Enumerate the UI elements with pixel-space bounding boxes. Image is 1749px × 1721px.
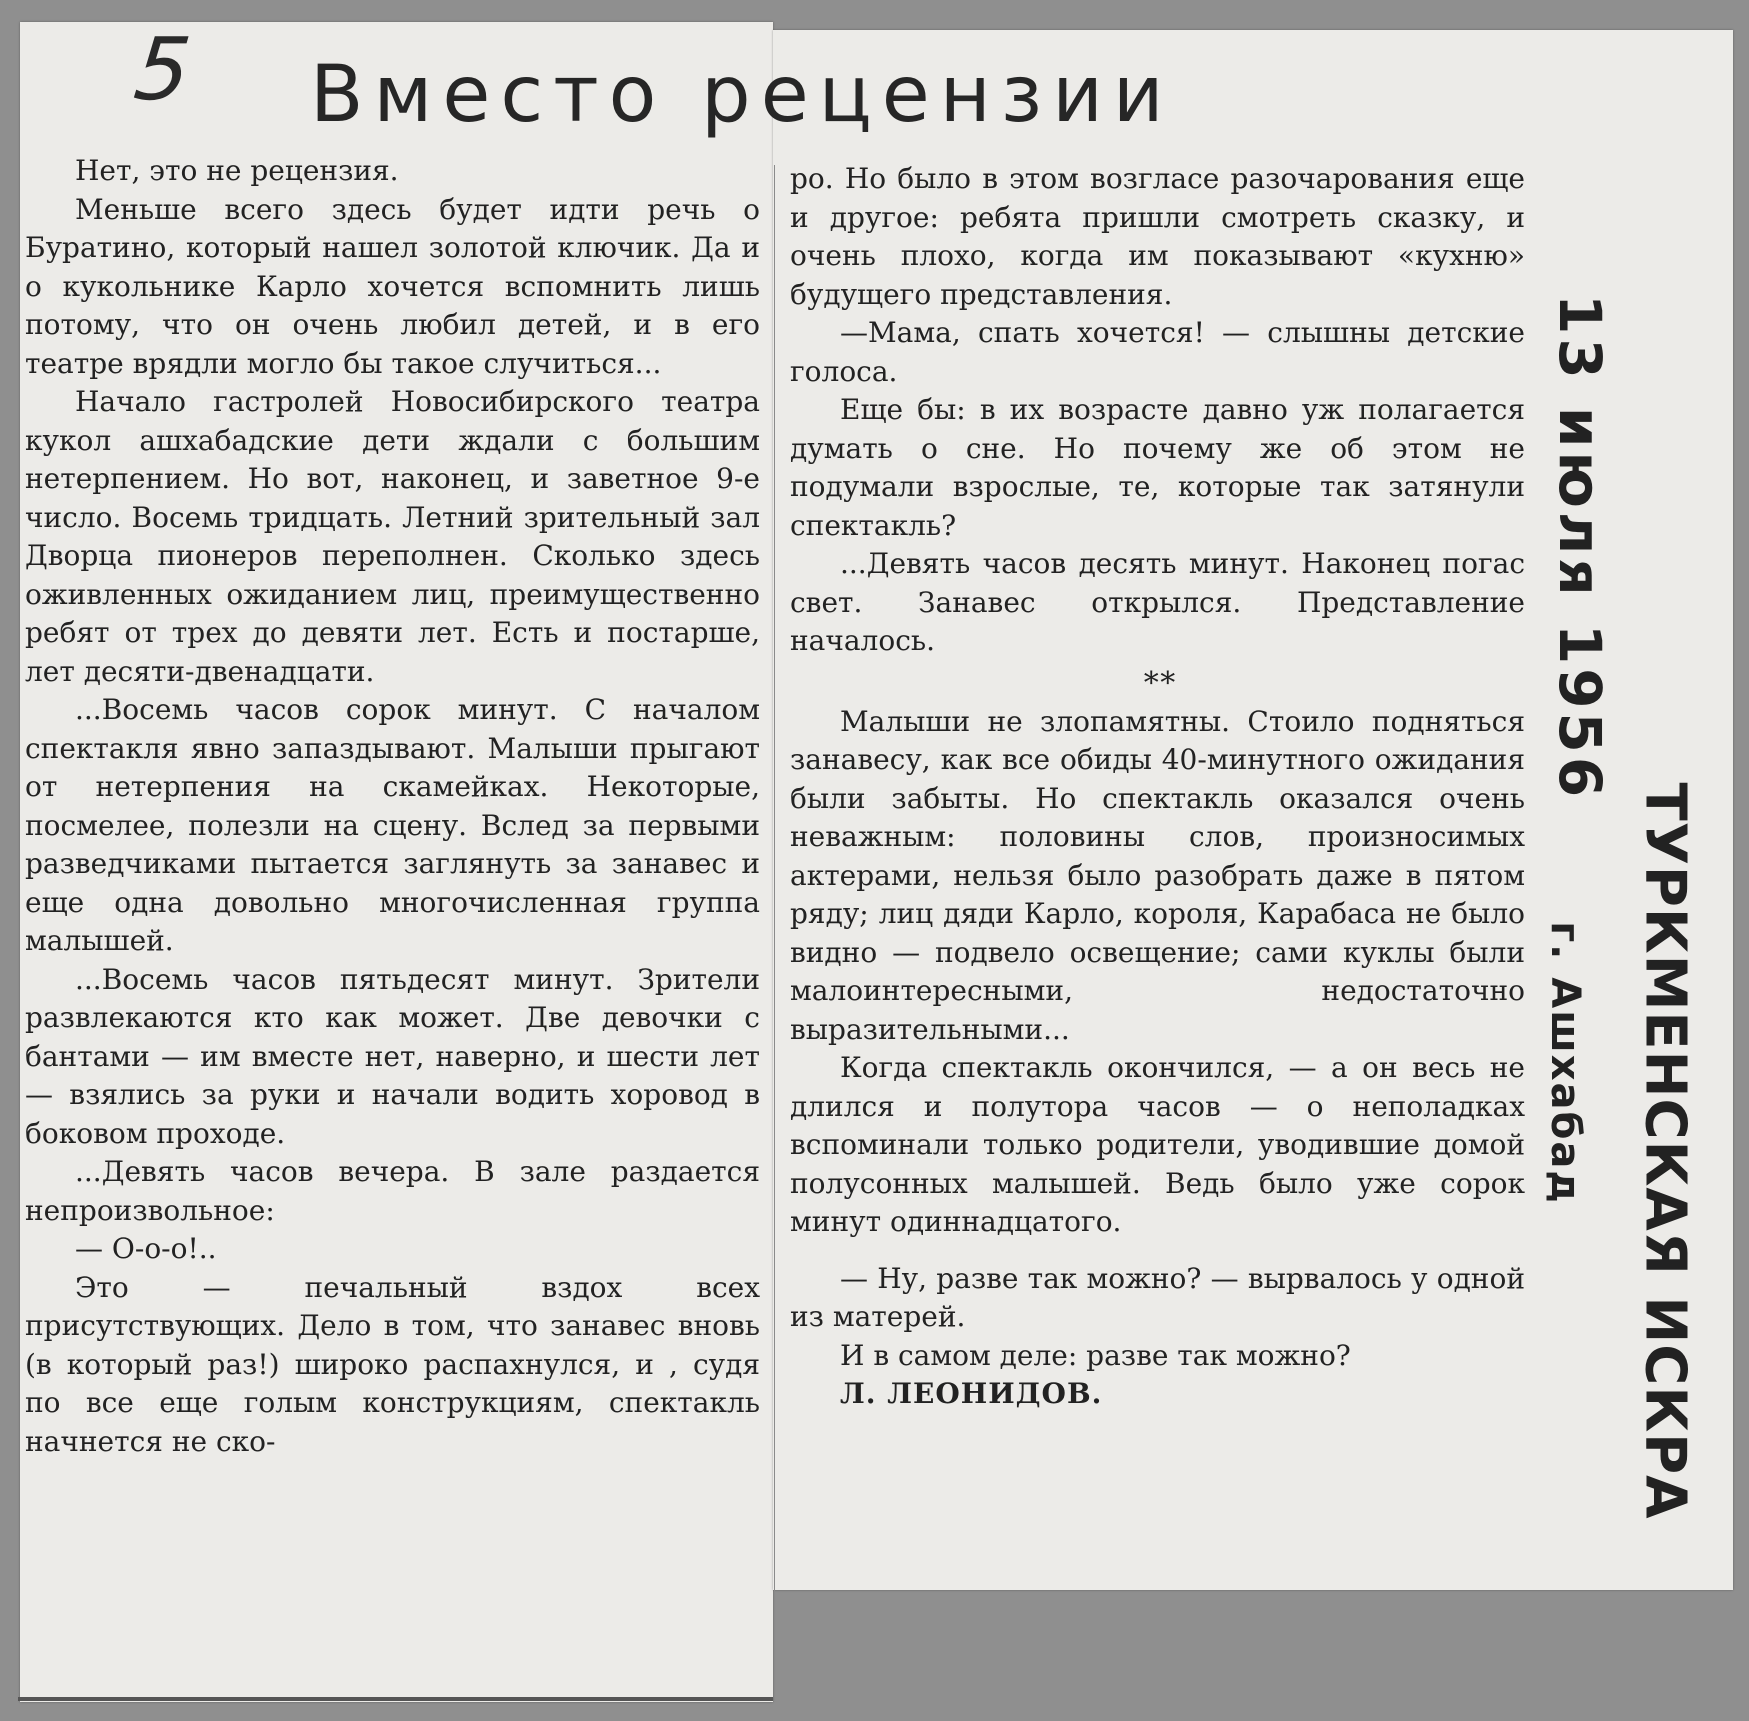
spacer xyxy=(790,1242,1525,1260)
author-signature: Л. ЛЕОНИДОВ. xyxy=(840,1377,1103,1410)
column-divider xyxy=(774,165,775,1695)
stamp-newspaper-name: ТУРКМЕНСКАЯ ИСКРА xyxy=(1632,782,1698,1520)
paragraph: — О-о-о!.. xyxy=(75,1232,217,1265)
right-column xyxy=(790,160,1525,1414)
paragraph: Меньше всего здесь будет идти речь о Буратино, который нашел золотой ключик. Да и о кукольнике Карло хочется вспомнить лишь потому, что он очень любил детей, и в его театре врядли могло бы такое случиться... xyxy=(25,192,760,380)
left-column xyxy=(25,152,760,1461)
paragraph: Нет, это не рецензия. xyxy=(75,154,399,187)
paragraph: Когда спектакль окончился, — а он весь не длился и полутора часов — о неполадках вспоминали только родители, уводившие домой полусонных малышей. Ведь было уже сорок минут одиннадцатого. xyxy=(790,1051,1525,1238)
clipping-bottom-edge xyxy=(18,1697,773,1701)
paragraph: И в самом деле: разве так можно? xyxy=(840,1338,1351,1372)
paragraph: Это — печальный вздох всех присутствующих. Дело в том, что занавес вновь (в который раз!) широко распахнулся, и , судя по все еще голым конструкциям, спектакль начнется не ско- xyxy=(25,1270,760,1458)
paragraph: — Ну, разве так можно? — вырвалось у одной из матерей. xyxy=(790,1261,1525,1333)
paragraph: ...Восемь часов пятьдесят минут. Зрители развлекаются кто как может. Две девочки с бантами — им вместе нет, наверно, и шести лет — взялись за руки и начали водить хоровод в боковом проходе. xyxy=(25,962,760,1150)
paragraph: Малыши не злопамятны. Стоило подняться занавесу, как все обиды 40-минутного ожидания были забыты. Но спектакль оказался очень неважным: половины слов, произносимых актерами, нельзя было разобрать даже в пятом ряду; лиц дяди Карло, короля, Карабаса не было видно — подвело освещение; сами куклы были малоинтересными, недостаточно выразительными... xyxy=(790,704,1525,1046)
paragraph: Начало гастролей Новосибирского театра кукол ашхабадские дети ждали с большим нетерпением. Но вот, наконец, и заветное 9-е число. Восемь тридцать. Летний зрительный зал Дворца пионеров переполнен. Сколько здесь оживленных ожиданием лиц, преимущественно ребят от трех до девяти лет. Есть и постарше, лет десяти-двенадцати. xyxy=(25,385,760,688)
section-break-asterisks: * * xyxy=(1143,665,1172,701)
handwritten-page-number: 5 xyxy=(129,20,195,120)
stamp-date: 13 июля 1956 xyxy=(1546,294,1614,802)
paragraph: —Мама, спать хочется! — слышны детские голоса. xyxy=(790,316,1525,388)
paragraph: ...Девять часов вечера. В зале раздается непроизвольное: xyxy=(25,1155,760,1227)
paragraph: ...Восемь часов сорок минут. С началом спектакля явно запаздывают. Малыши прыгают от нетерпения на скамейках. Некоторые, посмелее, полезли на сцену. Вслед за первыми разведчиками пытается заглянуть за занавес и еще одна довольно многочисленная группа малышей. xyxy=(25,693,760,957)
stamp-city: г. Ашхабад xyxy=(1542,921,1588,1205)
paragraph: Еще бы: в их возрасте давно уж полагается думать о сне. Но почему же об этом не подумали взрослые, те, которые так затянули спектакль? xyxy=(790,393,1525,542)
paragraph: ...Девять часов десять минут. Наконец погас свет. Занавес открылся. Представление началось. xyxy=(790,547,1525,657)
paragraph: ро. Но было в этом возгласе разочарования еще и другое: ребята пришли смотреть сказку, и очень плохо, когда им показывают «кухню» будущего представления. xyxy=(790,162,1525,311)
article-title: Вместо рецензии xyxy=(310,50,1174,140)
